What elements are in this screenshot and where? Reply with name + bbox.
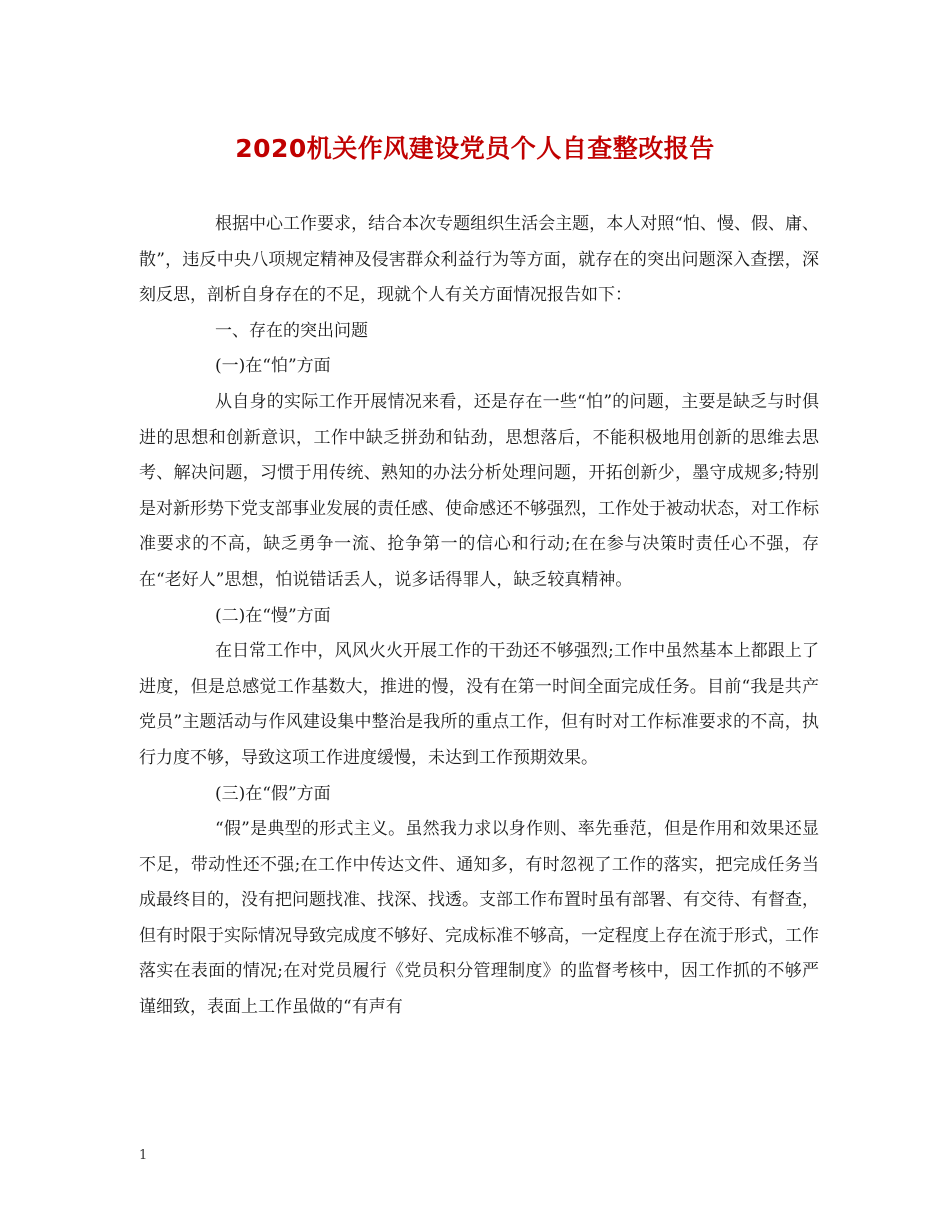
intro-paragraph: 根据中心工作要求，结合本次专题组织生活会主题，本人对照“怕、慢、假、庸、散”，违反中央八项规定精神及侵害群众利益行为等方面，就存在的突出问题深入查摆，深刻反思，剖析自身存在的不足，现就个人有关方面情况报告如下： — [139, 214, 819, 306]
paragraph-false: “假”是典型的形式主义。虽然我力求以身作则、率先垂范，但是作用和效果还显不足，带动性还不强;在工作中传达文件、通知多，有时忽视了工作的落实，把完成任务当成最终目的，没有把问题找准、找深、找透。支部工作布置时虽有部署、有交待、有督查，但有时限于实际情况导致完成度不够好、完成标准不够高，一定程度上存在流于形式，工作落实在表面的情况;在对党员履行《党员积分管理制度》的监督考核中，因工作抓的不够严谨细致，表面上工作虽做的“有声有 — [139, 819, 819, 1018]
paragraph-fear: 从自身的实际工作开展情况来看，还是存在一些“怕”的问题，主要是缺乏与时俱进的思想和创新意识，工作中缺乏拼劲和钻劲，思想落后，不能积极地用创新的思维去思考、解决问题，习惯于用传统、熟知的办法分析处理问题，开拓创新少，墨守成规多;特别是对新形势下党支部事业发展的责任感、使命感还不够强烈，工作处于被动状态，对工作标准要求的不高，缺乏勇争一流、抢争第一的信心和行动;在在参与决策时责任心不强，存在“老好人”思想，怕说错话丢人，说多话得罪人，缺乏较真精神。 — [139, 391, 819, 590]
subsection-heading-false: (三)在“假”方面 — [215, 783, 331, 804]
document-body — [139, 207, 819, 1026]
page-number: 1 — [139, 1148, 148, 1163]
paragraph-slow: 在日常工作中，风风火火开展工作的干劲还不够强烈;工作中虽然基本上都跟上了进度，但是总感觉工作基数大，推进的慢，没有在第一时间全面完成任务。目前“我是共产党员”主题活动与作风建设集中整治是我所的重点工作，但有时对工作标准要求的不高，执行力度不够，导致这项工作进度缓慢，未达到工作预期效果。 — [139, 641, 819, 768]
subsection-heading-slow: (二)在“慢”方面 — [215, 605, 331, 626]
document-title: 2020机关作风建设党员个人自查整改报告 — [235, 134, 715, 163]
section-heading-problems: 一、存在的突出问题 — [215, 320, 368, 341]
subsection-heading-fear: (一)在“怕”方面 — [215, 356, 331, 377]
